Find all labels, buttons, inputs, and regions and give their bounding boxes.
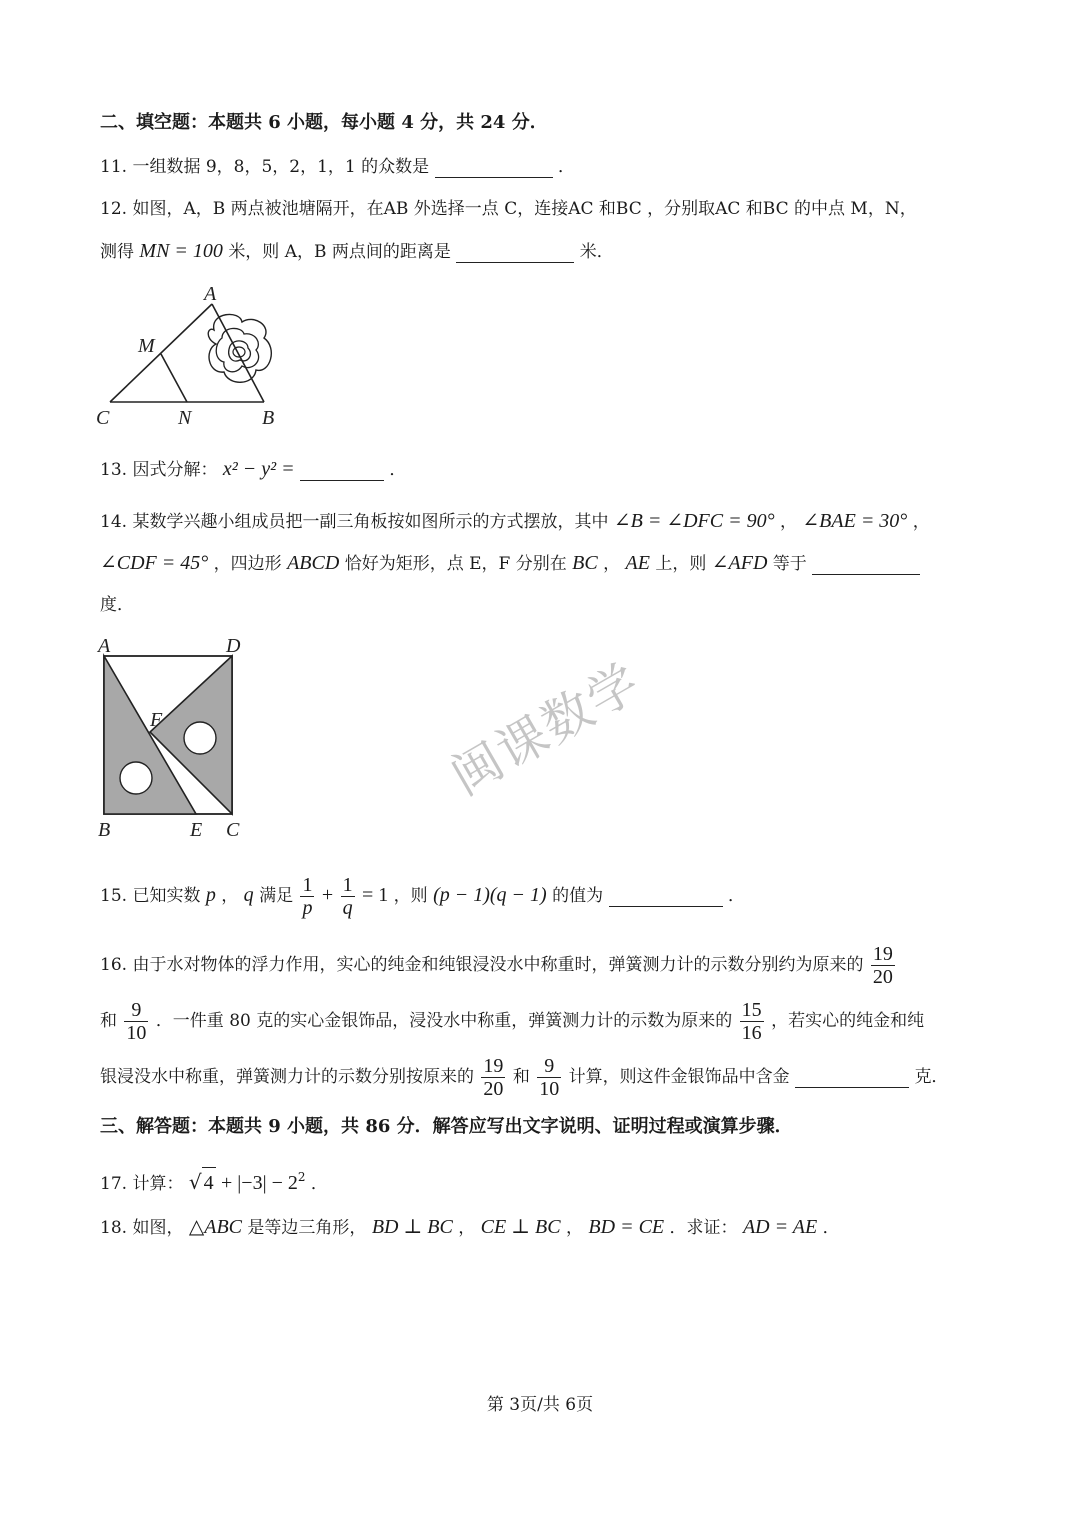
q15-fraction-1: $\frac{1}{p}$ xyxy=(302,874,313,919)
q14-answer-blank[interactable] xyxy=(812,552,920,575)
q12-label-c: C xyxy=(96,407,110,429)
q12-end: 米． xyxy=(579,242,614,262)
q18-text-c: ， xyxy=(458,1218,476,1238)
question-16-line3 xyxy=(100,1052,948,1102)
page-footer: 第 3页/共 6页 xyxy=(486,1395,594,1415)
q12-label-m: M xyxy=(138,335,155,357)
q12-answer-blank[interactable] xyxy=(456,240,574,263)
q14-math-4: ABCD xyxy=(287,552,340,574)
q14-math-3: ∠CDF = 45° xyxy=(100,552,209,574)
q16-text-3a: 银浸没水中称重，弹簧测力计的示数分别按原来的 xyxy=(100,1067,474,1087)
q16-text-2c: ，若实心的纯金和纯 xyxy=(771,1011,925,1031)
question-12-line2 xyxy=(100,236,614,267)
question-16-line1 xyxy=(100,940,897,990)
q16-fraction-2: $\frac{9}{10}$ xyxy=(126,999,147,1044)
pond-icon xyxy=(208,314,271,382)
q18-text-b: 是等边三角形， xyxy=(247,1218,367,1238)
q13-answer-blank[interactable] xyxy=(300,458,384,481)
q18-math-1: BD ⊥ BC xyxy=(371,1216,453,1238)
segment-ca xyxy=(110,304,212,402)
q17-exponent: 2 xyxy=(297,1170,306,1184)
q13-end: ． xyxy=(389,460,407,480)
q14-math-7: ∠AFD xyxy=(711,552,768,574)
sqrt-icon: √ xyxy=(188,1170,202,1194)
q16-text-1: 16. 由于水对物体的浮力作用，实心的纯金和纯银浸没水中称重时，弹簧测力计的示数分别约为原来的 xyxy=(100,955,864,975)
q16-text-2a: 和 xyxy=(100,1011,117,1031)
q14-math-1: ∠B = ∠DFC = 90° xyxy=(613,510,775,532)
q15-text-d: 的值为 xyxy=(552,886,604,906)
q14-label-d: D xyxy=(226,635,241,657)
q15-p: p xyxy=(205,884,216,906)
q16-fraction-5: $\frac{9}{10}$ xyxy=(539,1055,560,1100)
q15-fraction-2: $\frac{1}{q}$ xyxy=(342,874,353,919)
q18-math-3: BD = CE xyxy=(588,1216,665,1238)
q14-text-d: ， xyxy=(603,554,621,574)
segment-ab xyxy=(212,304,264,402)
q15-expr: (p − 1)(q − 1) xyxy=(433,884,547,906)
q14-figure xyxy=(92,634,262,844)
segment-mn xyxy=(161,354,187,402)
question-17 xyxy=(100,1162,328,1199)
q17-end: ． xyxy=(310,1174,328,1194)
q12-text-a: 测得 xyxy=(100,242,134,262)
question-14-line1 xyxy=(100,506,930,537)
question-14-line3: 度． xyxy=(100,595,134,615)
q15-plus: + xyxy=(321,884,334,906)
question-14-line2 xyxy=(100,548,920,579)
question-15 xyxy=(100,870,745,921)
q12-label-b: B xyxy=(262,407,275,429)
q12-math: MN = 100 xyxy=(139,240,223,262)
q12-text-b: 米，则 A，B 两点间的距离是 xyxy=(228,242,451,262)
triangle-hole-left xyxy=(120,762,152,794)
q12-label-n: N xyxy=(178,407,192,429)
q15-text-b: 满足 xyxy=(259,886,294,906)
q16-fraction-1: $\frac{19}{20}$ xyxy=(872,943,893,988)
question-18 xyxy=(100,1212,840,1243)
q14-text-f: 等于 xyxy=(772,554,807,574)
watermark: 闽课数学 xyxy=(441,652,651,807)
q16-text-2b: ．一件重 80 克的实心金银饰品，浸没水中称重，弹簧测力计的示数为原来的 xyxy=(155,1011,733,1031)
q14-math-5: BC xyxy=(572,552,598,574)
q14-text-b: ，四边形 xyxy=(213,554,282,574)
q11-end: ． xyxy=(557,157,575,177)
q13-math: x² − y² = xyxy=(222,458,295,480)
q15-text-a: 15. 已知实数 xyxy=(100,886,201,906)
q14-label-c: C xyxy=(226,819,240,841)
q18-text-d: ， xyxy=(566,1218,583,1238)
q15-text-c: ，则 xyxy=(393,886,428,906)
q14-math-6: AE xyxy=(625,552,650,574)
section2-heading: 二、填空题：本题共 6 小题，每小题 4 分，共 24 分． xyxy=(100,112,548,133)
q18-text-e: ．求证： xyxy=(669,1218,738,1238)
q14-label-e: E xyxy=(190,819,203,841)
q12-figure xyxy=(92,282,292,432)
q16-fraction-3: $\frac{15}{16}$ xyxy=(741,999,762,1044)
question-16-line2 xyxy=(100,996,924,1046)
section3-heading: 三、解答题：本题共 9 小题，共 86 分．解答应写出文字说明、证明过程或演算步骤． xyxy=(100,1116,793,1137)
q11-text: 11. 一组数据 9，8，5，2，1，1 的众数是 xyxy=(100,157,430,177)
triangle-hole-right xyxy=(184,722,216,754)
q17-rest: + |−3| − 2 xyxy=(221,1172,298,1194)
q18-math-4: AD = AE xyxy=(742,1216,818,1238)
q18-text-a: 18. 如图， xyxy=(100,1218,184,1238)
q15-answer-blank[interactable] xyxy=(609,884,723,907)
q16-end: 克． xyxy=(914,1067,949,1087)
q18-math-2: CE ⊥ BC xyxy=(480,1216,561,1238)
q15-eq: = 1 xyxy=(361,884,389,906)
q15-end: ． xyxy=(727,886,745,906)
question-12-line1: 12. 如图，A，B 两点被池塘隔开，在AB 外选择一点 C，连接AC 和BC ，分别取AC 和BC 的中点 M，N， xyxy=(100,199,917,219)
q12-label-a: A xyxy=(204,283,217,305)
q14-text-c: 恰好为矩形，点 E，F 分别在 xyxy=(344,554,567,574)
q16-text-3b: 和 xyxy=(512,1067,530,1087)
q14-end-1: ， xyxy=(912,512,930,532)
q15-sep: ， xyxy=(221,886,239,906)
q16-fraction-4: $\frac{19}{20}$ xyxy=(483,1055,504,1100)
question-11 xyxy=(100,152,575,182)
q13-text: 13. 因式分解： xyxy=(100,460,218,480)
q14-text-a: 14. 某数学兴趣小组成员把一副三角板按如图所示的方式摆放，其中 xyxy=(100,512,609,532)
q14-label-f: F xyxy=(150,709,163,731)
question-13 xyxy=(100,454,406,485)
q16-text-3c: 计算，则这件金银饰品中含金 xyxy=(568,1067,790,1087)
q16-answer-blank[interactable] xyxy=(795,1065,909,1088)
q18-end: ． xyxy=(822,1218,840,1238)
q14-text-e: 上，则 xyxy=(655,554,707,574)
q14-label-b: B xyxy=(98,819,111,841)
q17-text: 17. 计算： xyxy=(100,1174,184,1194)
q14-sep: ， xyxy=(780,512,797,532)
q15-q: q xyxy=(243,884,254,906)
q11-answer-blank[interactable] xyxy=(435,155,553,178)
q17-radicand: 4 xyxy=(202,1167,216,1198)
q18-triangle: △ABC xyxy=(188,1216,243,1238)
q14-math-2: ∠BAE = 30° xyxy=(802,510,908,532)
q14-label-a: A xyxy=(98,635,111,657)
